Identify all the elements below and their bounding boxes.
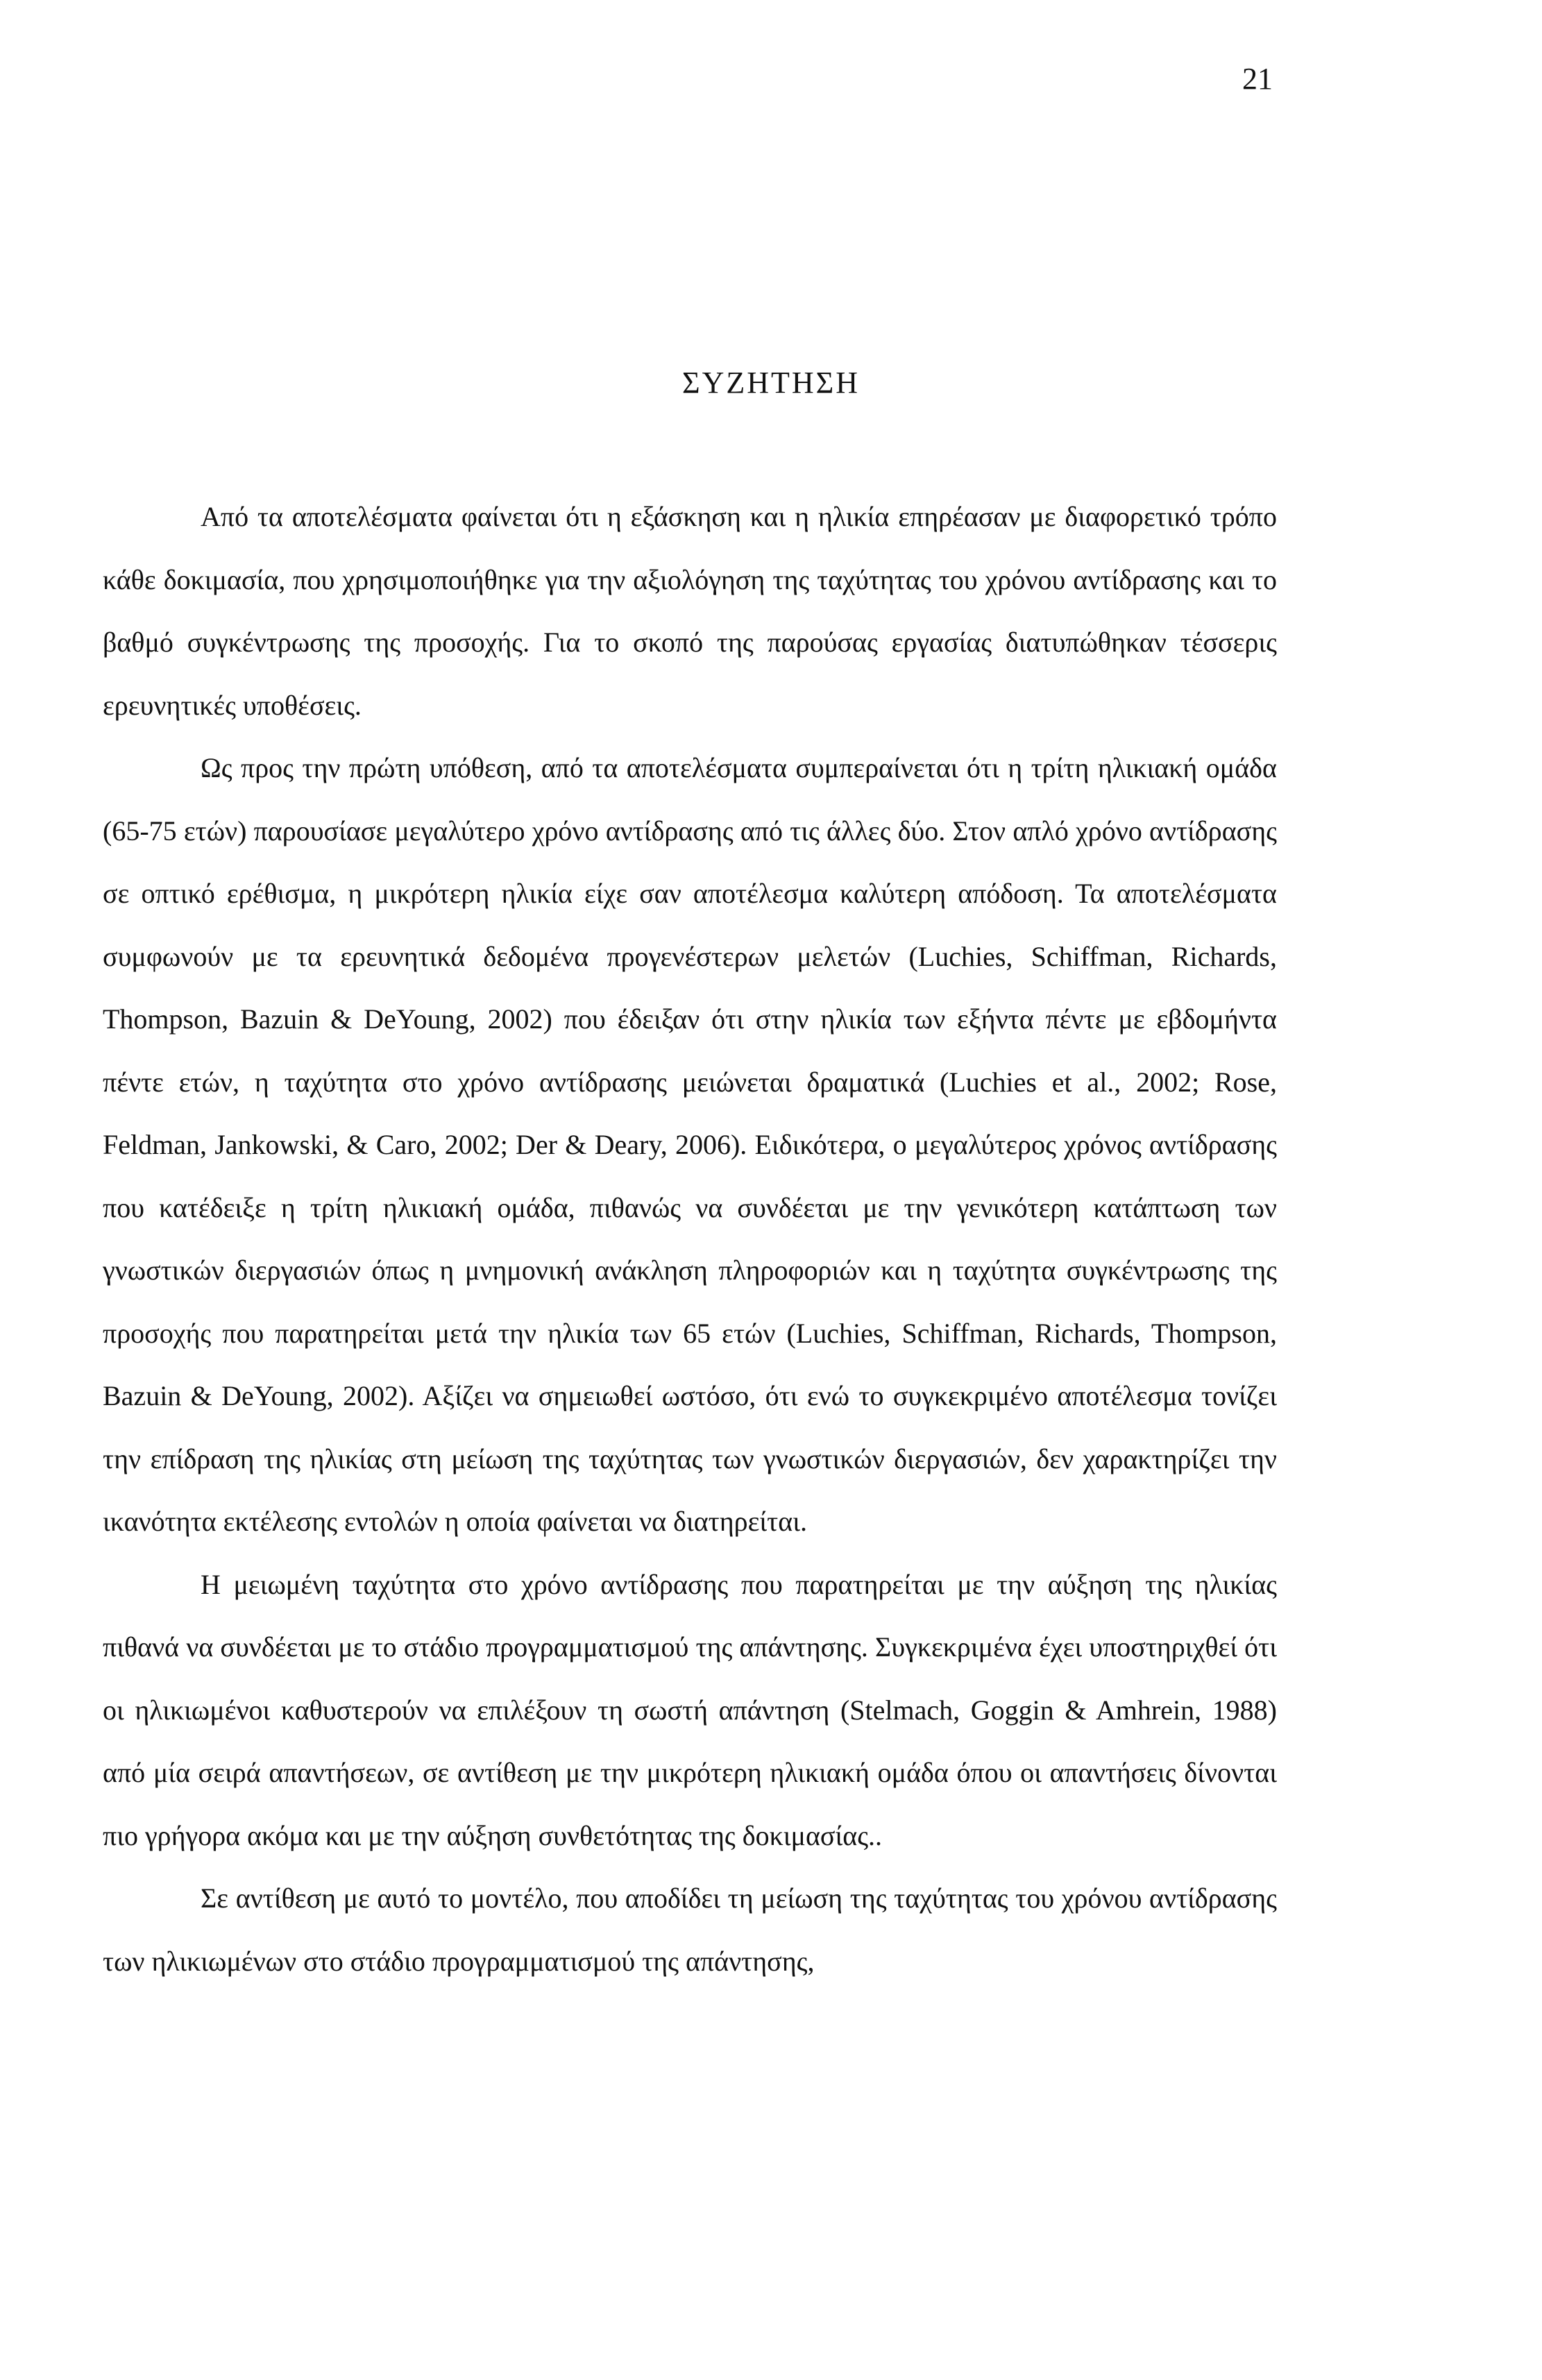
- paragraph-4: Σε αντίθεση με αυτό το μοντέλο, που αποδίδει τη μείωση της ταχύτητας του χρόνου αντίδρασης των ηλικιωμένων στο στάδιο προγραμματισμού της απάντησης,: [103, 1882, 1277, 1977]
- paragraph-3: Η μειωμένη ταχύτητα στο χρόνο αντίδρασης που παρατηρείται με την αύξηση της ηλικίας πιθανά να συνδέεται με το στάδιο προγραμματισμού της απάντησης. Συγκεκριμένα έχει υποστηριχθεί ότι οι ηλικιωμένοι καθυστερούν να επιλέξουν τη σωστή απάντηση (Stelmach, Goggin & Amhrein, 1988) από μία σειρά απαντήσεων, σε αντίθεση με την μικρότερη ηλικιακή ομάδα όπου οι απαντήσεις δίνονται πιο γρήγορα ακόμα και με την αύξηση συνθετότητας της δοκιμασίας..: [103, 1568, 1277, 1851]
- page-number: 21: [1242, 62, 1273, 96]
- body-text: [103, 486, 1277, 1993]
- paragraph-1: Από τα αποτελέσματα φαίνεται ότι η εξάσκηση και η ηλικία επηρέασαν με διαφορετικό τρόπο κάθε δοκιμασία, που χρησιμοποιήθηκε για την αξιολόγηση της ταχύτητας του χρόνου αντίδρασης και το βαθμό συγκέντρωσης της προσοχής. Για το σκοπό της παρούσας εργασίας διατυπώθηκαν τέσσερις ερευνητικές υποθέσεις.: [103, 501, 1277, 721]
- paragraph-2: Ως προς την πρώτη υπόθεση, από τα αποτελέσματα συμπεραίνεται ότι η τρίτη ηλικιακή ομάδα (65-75 ετών) παρουσίασε μεγαλύτερο χρόνο αντίδρασης από τις άλλες δύο. Στον απλό χρόνο αντίδρασης σε οπτικό ερέθισμα, η μικρότερη ηλικία είχε σαν αποτέλεσμα καλύτερη απόδοση. Τα αποτελέσματα συμφωνούν με τα ερευνητικά δεδομένα προγενέστερων μελετών (Luchies, Schiffman, Richards, Thompson, Bazuin & DeYoung, 2002) που έδειξαν ότι στην ηλικία των εξήντα πέντε με εβδομήντα πέντε ετών, η ταχύτητα στο χρόνο αντίδρασης μειώνεται δραματικά (Luchies et al., 2002; Rose, Feldman, Jankowski, & Caro, 2002; Der & Deary, 2006). Ειδικότερα, ο μεγαλύτερος χρόνος αντίδρασης που κατέδειξε η τρίτη ηλικιακή ομάδα, πιθανώς να συνδέεται με την γενικότερη κατάπτωση των γνωστικών διεργασιών όπως η μνημονική ανάκληση πληροφοριών και η ταχύτητα συγκέντρωσης της προσοχής που παρατηρείται μετά την ηλικία των 65 ετών (Luchies, Schiffman, Richards, Thompson, Bazuin & DeYoung, 2002). Αξίζει να σημειωθεί ωστόσο, ότι ενώ το συγκεκριμένο αποτέλεσμα τονίζει την επίδραση της ηλικίας στη μείωση της ταχύτητας των γνωστικών διεργασιών, δεν χαρακτηρίζει την ικανότητα εκτέλεσης εντολών η οποία φαίνεται να διατηρείται.: [103, 752, 1277, 1537]
- section-heading: ΣΥΖΗΤΗΣΗ: [681, 366, 861, 400]
